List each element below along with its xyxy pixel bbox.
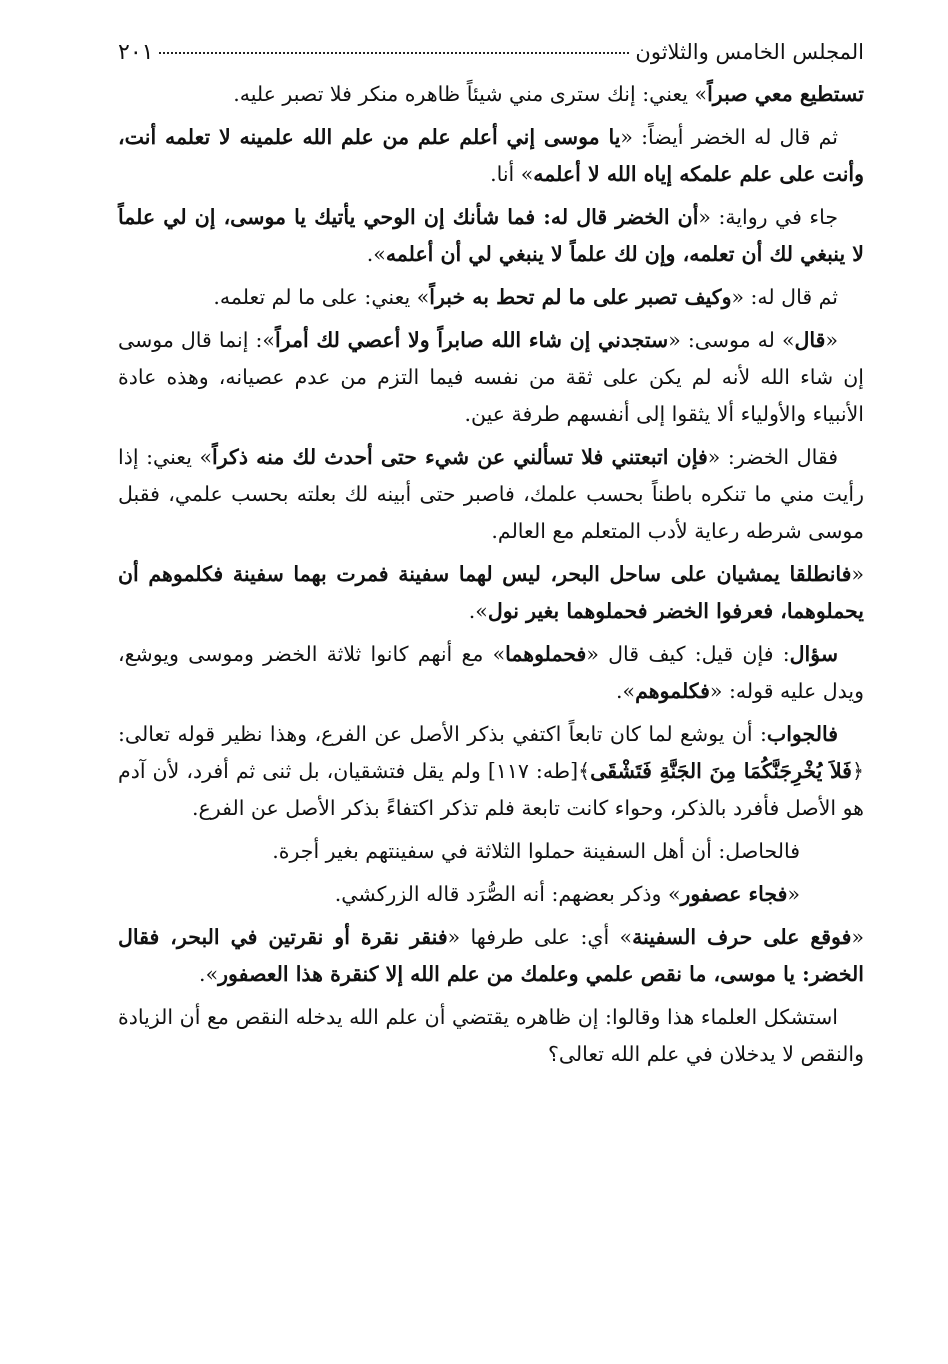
text-run: »: إنما قال موسى إن شاء الله لأنه لم يكن على ثقة من نفسه فيما التزم من عدم عصيانه، وهذه عادة الأنبياء والأولياء ألا يثقوا إلى أنفسهم طرفة عين.: [118, 328, 864, 426]
text-run: » مع أنهم كانوا ثلاثة الخضر وموسى ويوشع، ويدل عليه قوله: «: [118, 642, 864, 703]
paragraph-3: [118, 199, 864, 273]
text-run: استشكل العلماء هذا وقالوا: إن ظاهره يقتضي أن علم الله يدخله النقص مع أن الزيادة والنقص لا يدخلان في علم الله تعالى؟: [118, 1005, 864, 1066]
bold-text-run: تستطيع معي صبراً: [707, 82, 864, 106]
text-run: «: [787, 882, 800, 906]
bold-text-run: يا موسى إني أعلم علم من علم الله علمينه لا تعلمه أنت، وأنت على علم علمكه إياه الله لا أعلمه: [118, 125, 864, 186]
bold-text-run: وكيف تصبر على ما لم تحط به خبراً: [429, 285, 732, 309]
text-run: «: [851, 925, 864, 949]
text-run: جاء في رواية: «: [698, 205, 838, 229]
bold-text-run: فنقر نقرة أو نقرتين في البحر، فقال الخضر: يا موسى، ما نقص علمي وعلمك من علم الله إلا كنقرة هذا العصفور: [118, 925, 864, 986]
page-body: [118, 76, 864, 1073]
bold-text-run: ستجدني إن شاء الله صابراً ولا أعصي لك أمراً: [274, 328, 669, 352]
text-run: » أنا.: [490, 162, 534, 186]
paragraph-2: [118, 119, 864, 193]
text-run: ».: [616, 679, 636, 703]
text-run: » أي: على طرفها «: [447, 925, 633, 949]
paragraph-4: [118, 279, 864, 316]
text-run: ».: [366, 242, 386, 266]
text-run: ».: [468, 599, 488, 623]
paragraph-6: [118, 439, 864, 550]
paragraph-11: [118, 876, 864, 913]
bold-text-run: سؤال: [789, 642, 838, 666]
paragraph-1: [118, 76, 864, 113]
paragraph-13: [118, 999, 864, 1073]
bold-text-run: فوقع على حرف السفينة: [632, 925, 852, 949]
text-run: ثم قال له: «: [731, 285, 838, 309]
page-number: ٢٠١: [118, 40, 154, 65]
paragraph-12: [118, 919, 864, 993]
bold-text-run: فَلاَ يُخْرِجَنَّكُمَا مِنَ الجَنَّةِ فَتَشْقَى: [590, 759, 852, 783]
paragraph-5: [118, 322, 864, 433]
bold-text-run: فإن اتبعتني فلا تسألني عن شيء حتى أحدث لك منه ذكراً: [212, 445, 708, 469]
text-run: » له موسى: «: [668, 328, 795, 352]
bold-text-run: فكلموهم: [635, 679, 710, 703]
paragraph-8: [118, 636, 864, 710]
chapter-title: المجلس الخامس والثلاثون: [635, 40, 864, 64]
text-run: » يعني: إذا رأيت مني ما تنكره باطناً بحسب علمك، فاصبر حتى أبينه لك بعلته بحسب علمي، فقبل موسى شرطه رعاية لأدب المتعلم مع العالم.: [118, 445, 864, 543]
text-run: ثم قال له الخضر أيضاً: «: [620, 125, 839, 149]
text-run: فالحاصل: أن أهل السفينة حملوا الثلاثة في سفينتهم بغير أجرة.: [272, 839, 800, 863]
text-run: » وذكر بعضهم: أنه الصُّرَد قاله الزركشي.: [334, 882, 681, 906]
header-dot-leader: [159, 52, 629, 54]
text-run: ﴾[طه: ١١٧] ولم يقل فتشقيان، بل ثنى ثم أفرد، لأن آدم هو الأصل فأفرد بالذكر، وحواء كانت تابعة فلم تذكر اكتفاءً بذكر الأصل عن الفرع.: [118, 759, 864, 820]
text-run: فقال الخضر: «: [707, 445, 839, 469]
bold-text-run: فانطلقا يمشيان على ساحل البحر، ليس لهما سفينة فمرت بهما سفينة فكلموهم أن يحملوهما، فعرفوا الخضر فحملوهما بغير نول: [118, 562, 864, 623]
bold-text-run: أن الخضر قال له: فما شأنك إن الوحي يأتيك يا موسى، إن لي علماً لا ينبغي لك أن تعلمه، وإن لك علماً لا ينبغي لي أن أعلمه: [118, 205, 864, 266]
paragraph-7: [118, 556, 864, 630]
bold-text-run: فحملوهما: [505, 642, 587, 666]
bold-text-run: قال: [794, 328, 826, 352]
text-run: » يعني: إنك سترى مني شيئاً ظاهره منكر فلا تصبر عليه.: [233, 82, 708, 106]
text-run: » يعني: على ما لم تعلمه.: [213, 285, 430, 309]
text-run: «: [851, 562, 864, 586]
bold-text-run: فالجواب: [766, 722, 838, 746]
running-header: [118, 40, 864, 70]
text-run: : فإن قيل: كيف قال «: [586, 642, 790, 666]
paragraph-9: [118, 716, 864, 827]
text-run: ».: [199, 962, 219, 986]
text-run: : أن يوشع لما كان تابعاً اكتفي بذكر الأصل عن الفرع، وهذا نظير قوله تعالى: ﴿: [118, 722, 865, 783]
bold-text-run: فجاء عصفور: [680, 882, 788, 906]
paragraph-10: [118, 833, 864, 870]
text-run: «: [825, 328, 838, 352]
